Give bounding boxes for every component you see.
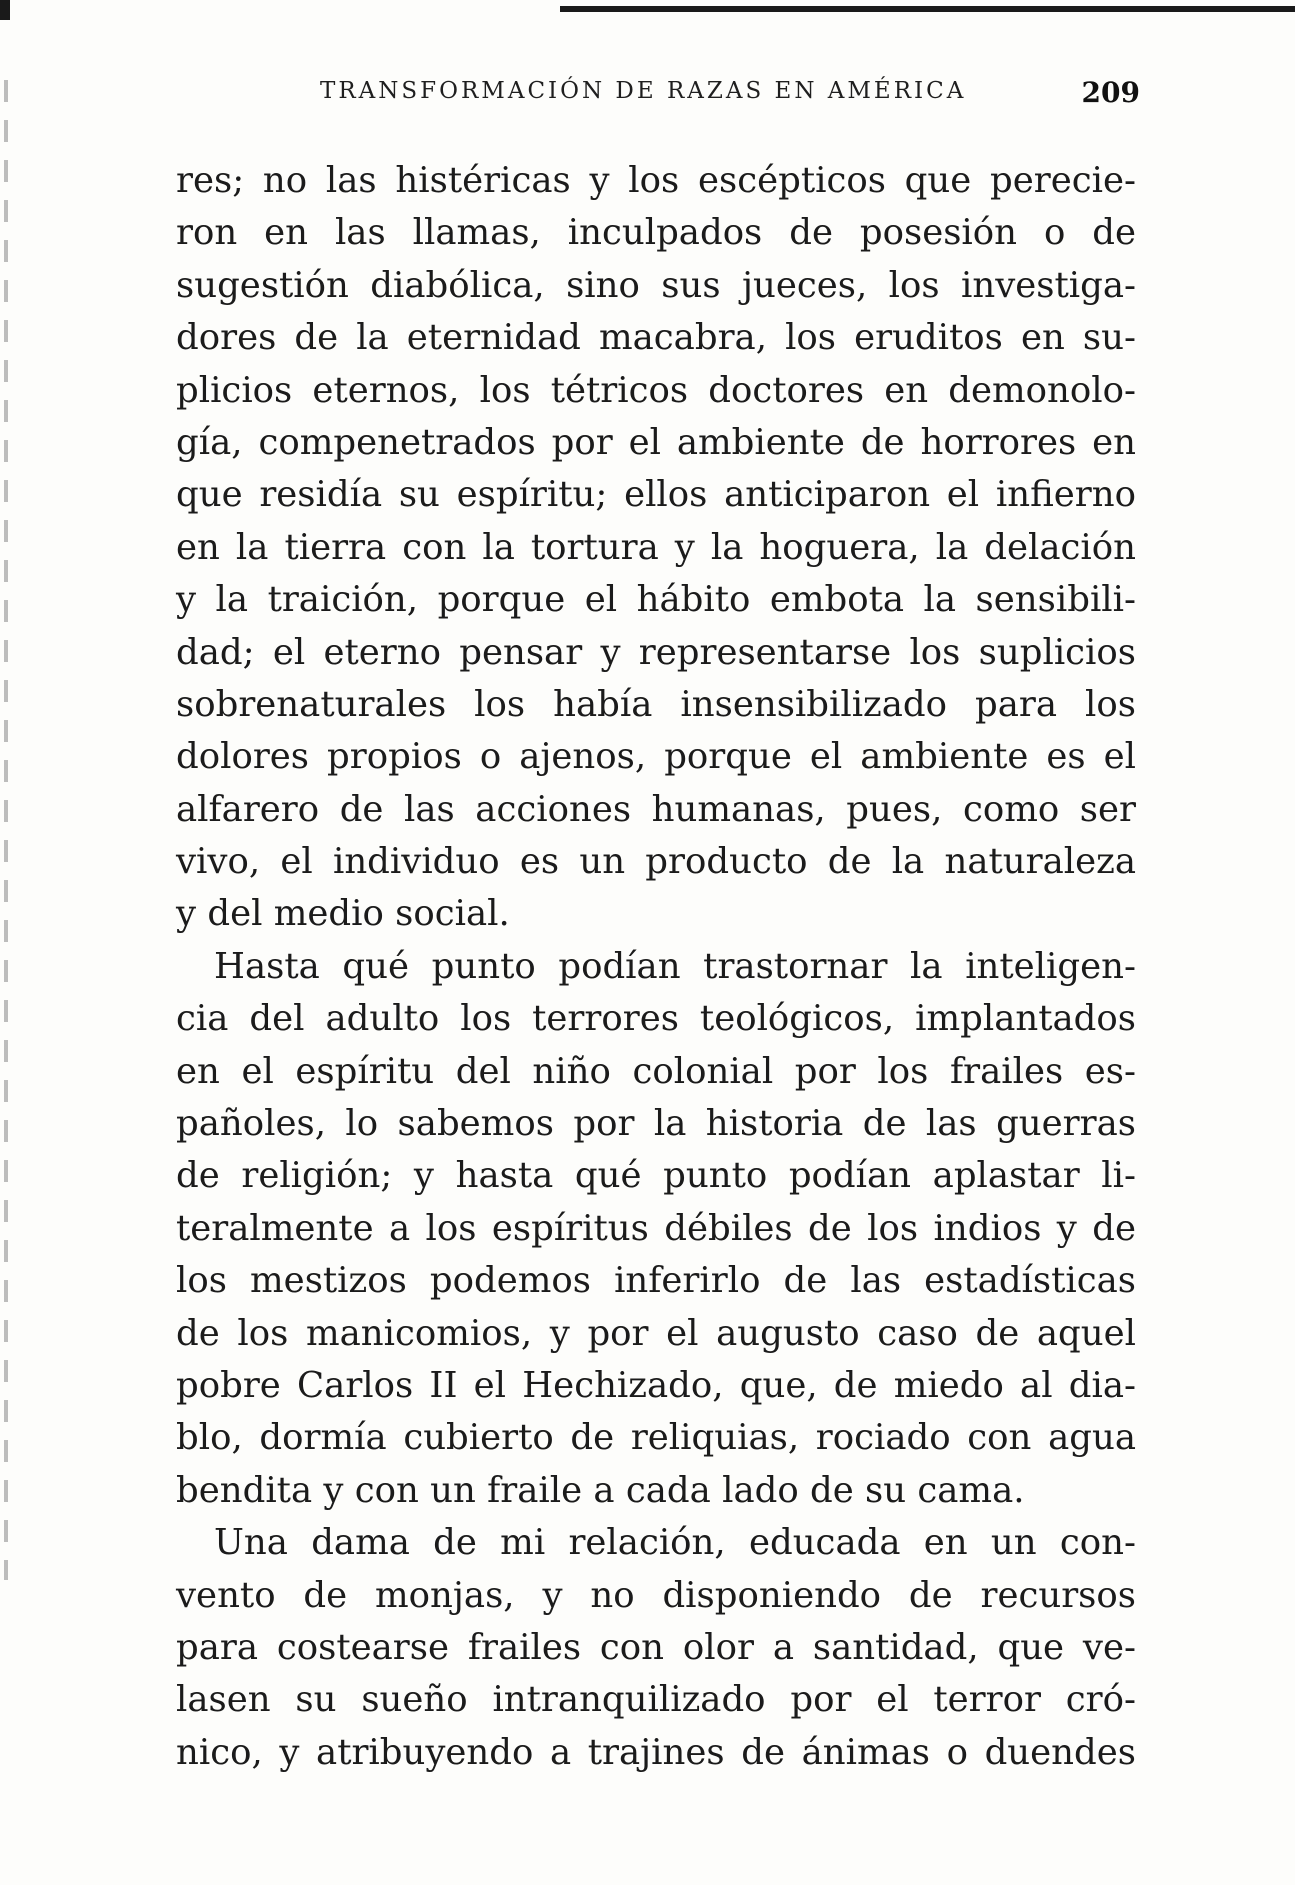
text-line: sobrenaturales los había insensibilizado para los <box>176 683 1136 725</box>
top-scan-rule <box>560 6 1295 12</box>
paragraph-1 <box>176 155 1136 941</box>
text-line: vivo, el individuo es un producto de la naturaleza <box>176 841 1136 883</box>
paragraph-3 <box>176 1517 1136 1779</box>
text-line: bendita y con un fraile a cada lado de su cama. <box>176 1469 1025 1511</box>
running-head <box>320 78 1140 118</box>
paragraph-2 <box>176 941 1136 1517</box>
text-line: los mestizos podemos inferirlo de las estadísticas <box>176 1260 1136 1302</box>
text-line: de religión; y hasta qué punto podían aplastar li- <box>176 1155 1136 1197</box>
text-line: plicios eternos, los tétricos doctores en demonolo- <box>176 369 1136 411</box>
text-line: gía, compenetrados por el ambiente de horrores en <box>176 421 1136 463</box>
text-line: ron en las llamas, inculpados de posesión o de <box>176 212 1136 254</box>
corner-scan-mark <box>0 0 10 20</box>
text-line: teralmente a los espíritus débiles de los indios y de <box>176 1207 1136 1249</box>
text-line: que residía su espíritu; ellos anticiparon el infierno <box>176 474 1136 516</box>
running-title: TRANSFORMACIÓN DE RAZAS EN AMÉRICA <box>320 78 967 104</box>
text-line: dolores propios o ajenos, porque el ambiente es el <box>176 736 1136 778</box>
text-line: dores de la eternidad macabra, los eruditos en su- <box>176 317 1136 359</box>
text-line: Hasta qué punto podían trastornar la inteligen- <box>214 945 1136 987</box>
text-line: cia del adulto los terrores teológicos, implantados <box>176 998 1136 1040</box>
text-line: en la tierra con la tortura y la hoguera, la delación <box>176 526 1136 568</box>
text-line: y la traición, porque el hábito embota la sensibili- <box>176 579 1136 621</box>
text-line: blo, dormía cubierto de reliquias, rociado con agua <box>176 1417 1136 1459</box>
text-line: alfarero de las acciones humanas, pues, como ser <box>176 788 1136 830</box>
text-line: pobre Carlos II el Hechizado, que, de miedo al dia- <box>176 1364 1136 1406</box>
page-number: 209 <box>1081 76 1140 109</box>
body-text <box>176 155 1136 1779</box>
text-line: lasen su sueño intranquilizado por el terror cró- <box>176 1679 1136 1721</box>
text-line: en el espíritu del niño colonial por los frailes es- <box>176 1050 1136 1092</box>
text-line: res; no las histéricas y los escépticos que perecie- <box>176 160 1136 201</box>
text-line: pañoles, lo sabemos por la historia de las guerras <box>176 1103 1136 1145</box>
text-line: de los manicomios, y por el augusto caso de aquel <box>176 1312 1136 1354</box>
text-line: nico, y atribuyendo a trajines de ánimas o duendes <box>176 1731 1136 1773</box>
text-line: para costearse frailes con olor a santidad, que ve- <box>176 1626 1136 1668</box>
text-line: Una dama de mi relación, educada en un con- <box>214 1522 1136 1564</box>
text-line: vento de monjas, y no disponiendo de recursos <box>176 1574 1136 1616</box>
binding-gutter <box>4 80 8 1580</box>
text-line: dad; el eterno pensar y representarse los suplicios <box>176 631 1136 673</box>
text-line: y del medio social. <box>176 893 510 935</box>
text-line: sugestión diabólica, sino sus jueces, los investiga- <box>176 264 1136 306</box>
